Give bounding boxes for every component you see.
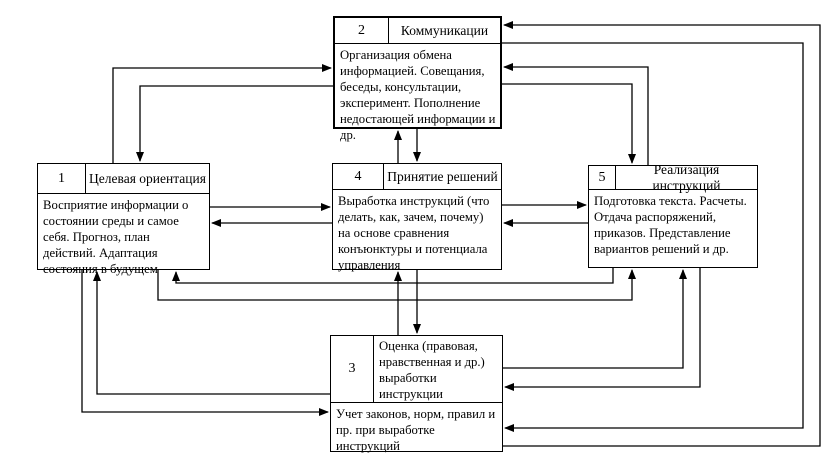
box-evaluation-body: Учет законов, норм, правил и пр. при выработке инструкций: [336, 407, 496, 453]
box-decision-making-body: Выработка инструкций (что делать, как, зачем, почему) на основе сравнения конъюнктуры и потенциала управления: [338, 194, 490, 272]
box-decision-making: [332, 163, 502, 270]
box-instruction-implementation-title: Реализация инструкций: [652, 161, 721, 193]
box-goal-orientation: [37, 163, 210, 276]
box-decision-making-number: 4: [333, 164, 384, 189]
box-communications: [333, 16, 502, 142]
box-instruction-implementation-header: [589, 161, 757, 193]
arrow-1-to-5: [158, 270, 632, 300]
box-goal-orientation-body: Восприятие информации о состоянии среды и самое себя. Прогноз, план действий. Адаптация состояния в будущем: [43, 198, 189, 276]
box-decision-making-header: [333, 164, 501, 190]
arrow-3-to-5: [503, 270, 683, 368]
box-communications-number: 2: [335, 18, 389, 43]
arrow-1-to-3: [82, 270, 328, 412]
arrow-2-to-5: [502, 84, 632, 163]
box-evaluation-number: 3: [331, 336, 374, 402]
box-evaluation: [330, 335, 503, 452]
arrow-5-to-2: [504, 67, 648, 165]
box-evaluation-header: [331, 336, 502, 403]
box-instruction-implementation-number: 5: [589, 166, 616, 189]
box-communications-header: [335, 18, 500, 44]
box-goal-orientation-number: 1: [38, 164, 86, 193]
arrow-1-to-2: [113, 68, 331, 163]
box-goal-orientation-title: Целевая ориентация: [89, 170, 206, 186]
box-instruction-implementation-body: Подготовка текста. Расчеты. Отдача распоряжений, приказов. Представление вариантов решений и др.: [594, 194, 747, 256]
box-communications-title: Коммуникации: [400, 22, 489, 38]
box-communications-body: Организация обмена информацией. Совещания, беседы, консультации, эксперимент. Пополнение недостающей информации и др.: [340, 48, 496, 142]
box-instruction-implementation: [588, 161, 758, 268]
arrow-5-to-3: [505, 268, 700, 387]
box-goal-orientation-header: [38, 164, 209, 194]
arrow-2-to-1: [140, 86, 333, 161]
box-decision-making-title: Принятие решений: [387, 168, 498, 184]
box-evaluation-title: Оценка (правовая, нравственная и др.) выработки инструкции: [379, 339, 485, 401]
arrow-3-to-1: [97, 272, 330, 394]
